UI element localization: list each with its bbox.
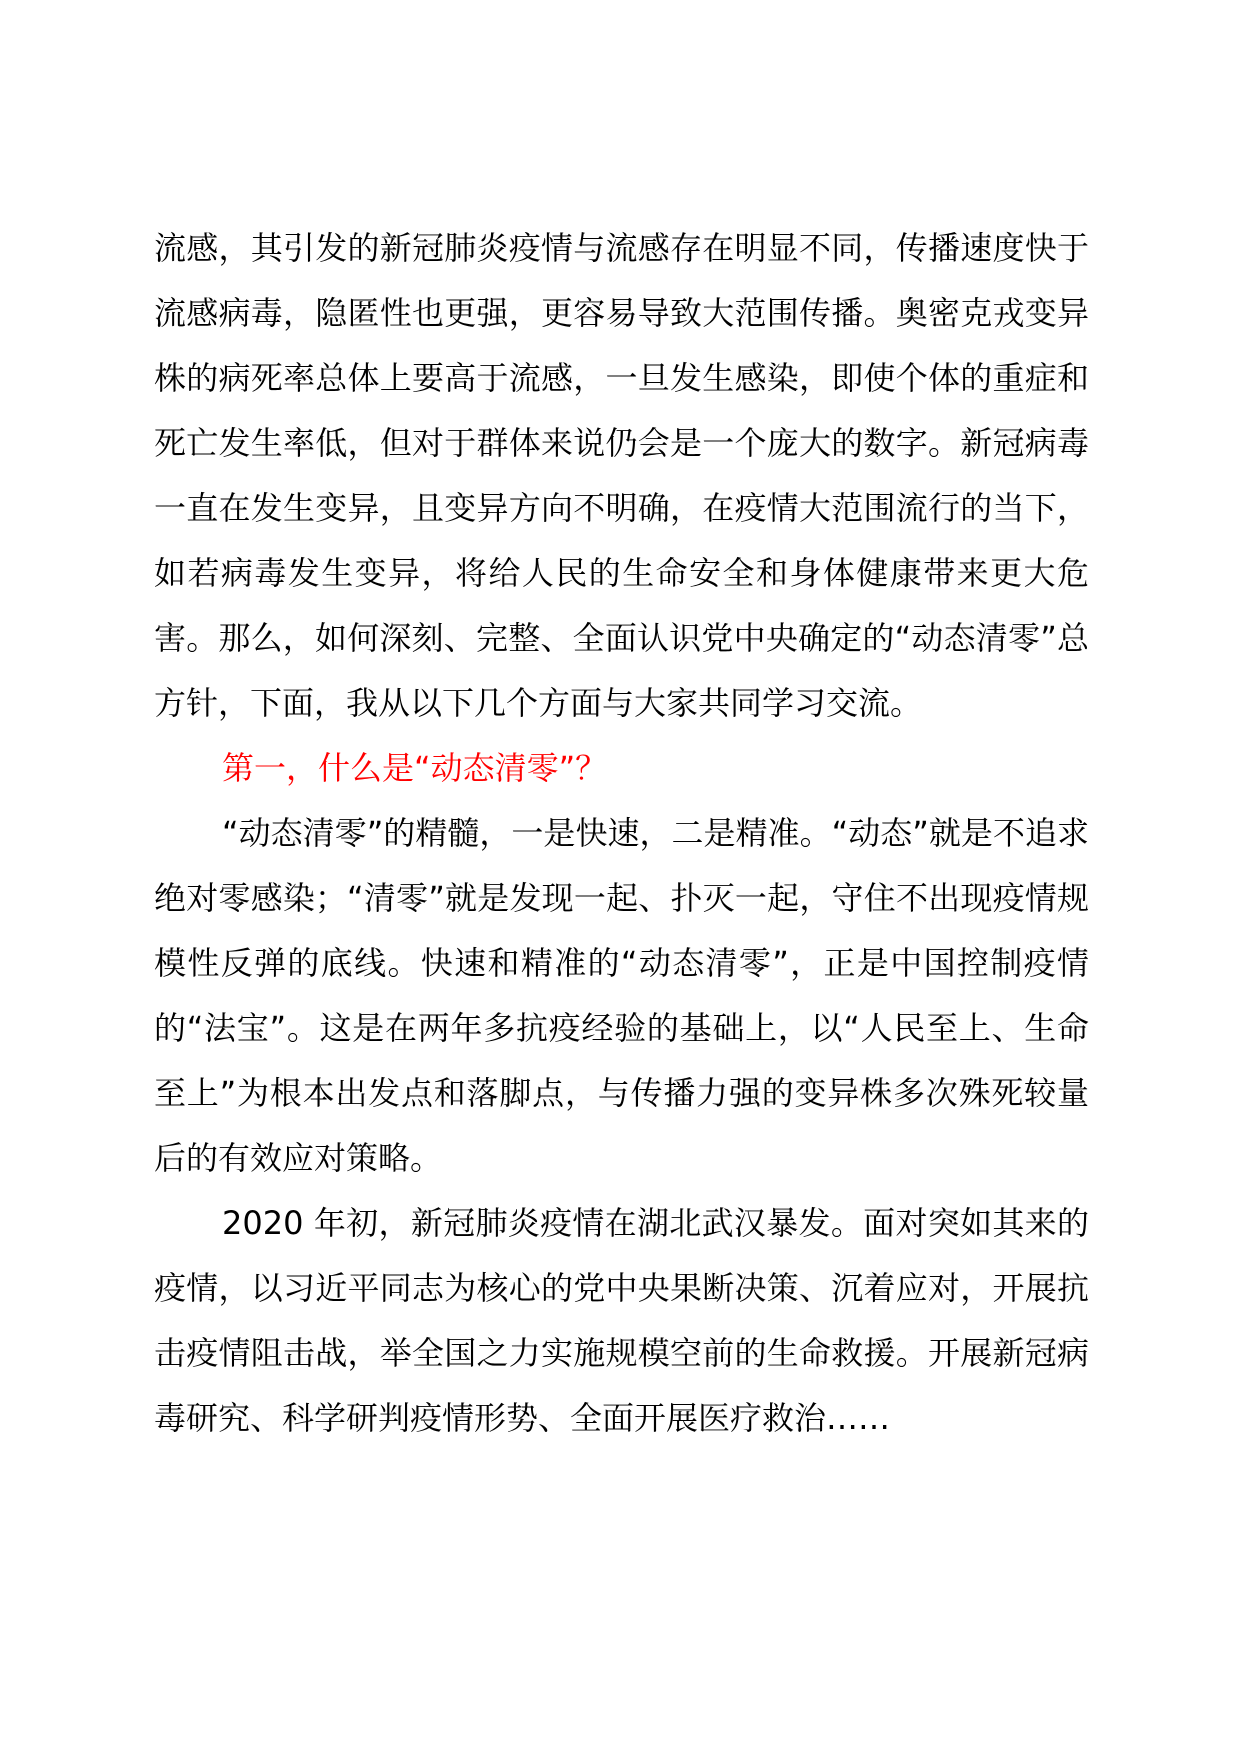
paragraph-history: 2020 年初，新冠肺炎疫情在湖北武汉暴发。面对突如其来的疫情，以习近平同志为核心的党中央果断决策、沉着应对，开展抗击疫情阻击战，举全国之力实施规模空前的生命救援。开展新冠病毒研究、科学研判疫情形势、全面开展医疗救治……: [154, 1204, 1089, 1437]
paragraph-definition: “动态清零”的精髓，一是快速，二是精准。“动态”就是不追求绝对零感染；“清零”就是发现一起、扑灭一起，守住不出现疫情规模性反弹的底线。快速和精准的“动态清零”，正是中国控制疫情的“法宝”。这是在两年多抗疫经验的基础上，以“人民至上、生命至上”为根本出发点和落脚点，与传播力强的变异株多次殊死较量后的有效应对策略。: [154, 814, 1089, 1177]
document-body: [154, 216, 1089, 1451]
section-heading-first: 第一，什么是“动态清零”？: [222, 749, 608, 787]
paragraph-intro: 流感，其引发的新冠肺炎疫情与流感存在明显不同，传播速度快于流感病毒，隐匿性也更强，更容易导致大范围传播。奥密克戎变异株的病死率总体上要高于流感，一旦发生感染，即使个体的重症和死亡发生率低，但对于群体来说仍会是一个庞大的数字。新冠病毒一直在发生变异，且变异方向不明确，在疫情大范围流行的当下，如若病毒发生变异，将给人民的生命安全和身体健康带来更大危害。那么，如何深刻、完整、全面认识党中央确定的“动态清零”总方针，下面，我从以下几个方面与大家共同学习交流。: [154, 229, 1089, 722]
